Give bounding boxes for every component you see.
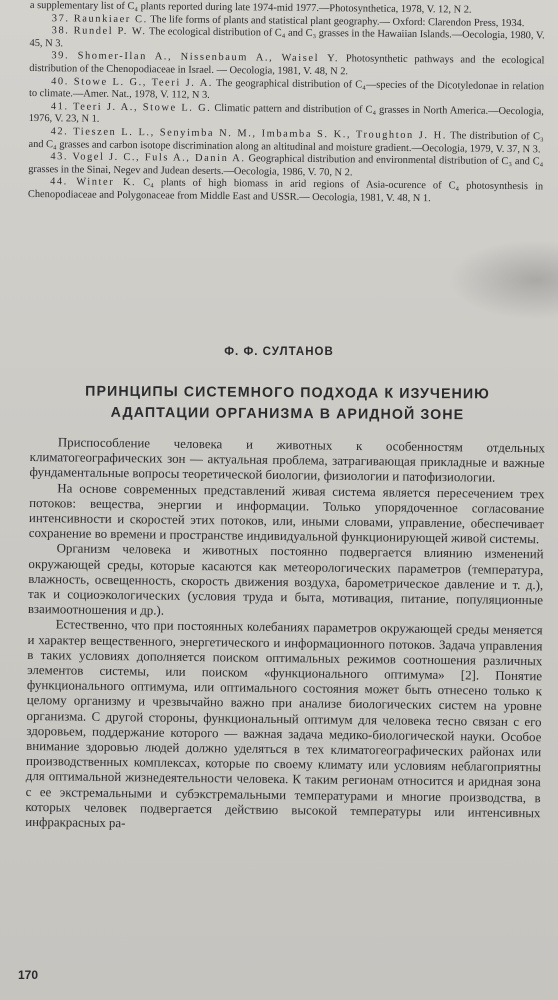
page-fold-shadow — [448, 240, 558, 320]
reference-authors: 41. Teeri J. A., Stowe L. G. — [50, 100, 212, 114]
reference-authors: 38. Rundel P. W. — [51, 25, 147, 38]
page-number: 170 — [18, 968, 39, 982]
reference-text: Photosynthetic pathways and the ecological distribution of the Chenopodiaceae in Israel. — Oecologia, 1981, V. 48, N 2. — [29, 53, 545, 78]
reference-authors: 39. Shomer-Ilan A., Nissenbaum A., Waisel Y. — [51, 50, 340, 65]
reference-text: The life forms of plants and statistical plant geography.— Oxford: Clarendon Press, 1934. — [147, 13, 525, 29]
reference-entry — [28, 176, 543, 207]
article-title-line-2: АДАПТАЦИИ ОРГАНИЗМА В АРИДНОЙ ЗОНЕ — [110, 404, 465, 424]
reference-text: Climatic pattern and distribution of C₄ grasses in North America.—Oecologia, 1976, V. 23, N 1. — [28, 102, 544, 126]
reference-text: a supplementary list of C₄ plants reported during late 1974-mid 1977.—Photosynthetica, 1978, V. 12, N 2. — [29, 0, 472, 16]
reference-list — [28, 0, 545, 207]
reference-text: C₄ plants of high biomass in arid regions of Asia-ocurence of C₄ photosynthesis in Chenopodiaceae and Polygonaceae from Middle East and USSR.— Oecologia, 1981, V. 48, N 1. — [27, 177, 544, 205]
reference-text: Geographical distribution and environmental distribution of C₃ and C₄ grasses in the Sinai, Negev and Judean deserts.—Oecologia, 1986, V. 70, N 2. — [28, 153, 544, 179]
reference-text: The ecological distribution of C₄ and C₃ grasses in the Hawaiian Islands.—Oecologia, 1980, V. 45, N 3. — [29, 26, 545, 50]
reference-authors: 42. Tieszen L. L., Senyimba N. M., Imbamba S. K., Troughton J. H. — [50, 126, 448, 142]
reference-authors: 43. Vogel J. C., Fuls A., Danin A. — [50, 151, 246, 165]
reference-text: The geographical distribution of C₄—species of the Dicotyledonae in relation to climate.—Amer. Nat., 1978, V. 112, N 3. — [28, 77, 545, 102]
body-paragraph: На основе современных представлений живая система является пересечением трех потоков: вещества, энергии и информации. Только упорядоченное согласование интенсивности и скоростей этих потоков, или, иными словами, управление, обеспечивает сохранение во времени и пространстве индивидуальной функционирующей живой системы. — [28, 480, 545, 547]
article-title — [30, 381, 545, 427]
article-author: Ф. Ф. СУЛТАНОВ — [224, 346, 334, 358]
body-paragraph: Организм человека и животных постоянно подвергается влиянию изменений окружающей среды, которые касаются как метеорологических параметров (температура, влажность, освещенность, скорость движения воздуха, барометрическое давление и т. д.), так и социоэкологических (условия труда и быта, мотивация, питание, популяционные взаимоотношения и др.). — [27, 541, 544, 618]
body-paragraph: Приспособление человека и животных к особенностям отдельных климатогеографических зон — актуальная проблема, затрагивающая прикладные и важные фундаментальные вопросы теоретической биологии, физиологии и патофизиологии. — [29, 435, 545, 486]
reference-authors: 44. Winter K. — [50, 176, 137, 189]
reference-authors: 37. Raunkiaer C. — [51, 12, 148, 25]
article-body — [25, 435, 545, 837]
body-paragraph: Естественно, что при постоянных колебаниях параметров окружающей среды меняется и характер вещественного, энергетического и информационного потоков. Задача управления в таких условиях дополняется поиском оптимальных режимов соотношения различных элементов системы, или поиском «функционального оптимума» [2]. Понятие функционального оптимума, или оптимального состояния может быть отнесено только к целому организму и чрезвычайно важно при анализе биологических систем на уровне организма. С другой стороны, функциональный оптимум для человека тесно связан с его здоровьем, поддержание которого — важная задача медико-биологической науки. Особое внимание здоровью людей должно уделяться в тех климатогеографических районах или производственных комплексах, которые по своему климату или условиям неблагоприятны для оптимальной жизнедеятельности человека. К таким регионам относится и аридная зона с ее экстремальными и субэкстремальными температурами и многие производства, в которых человек подвергается действию высокой температуры или интенсивных инфракрасных ра- — [25, 617, 543, 831]
article-title-line-1: ПРИНЦИПЫ СИСТЕМНОГО ПОДХОДА К ИЗУЧЕНИЮ — [85, 383, 491, 403]
reference-authors: 40. Stowe L. G., Teeri J. A. — [51, 75, 214, 89]
reference-text: The distribution of C₃ and C₄ grasses and carbon isotope discrimination along an altitudinal and moisture gradient.—Oecologia, 1979, V. 37, N 3. — [28, 130, 544, 155]
